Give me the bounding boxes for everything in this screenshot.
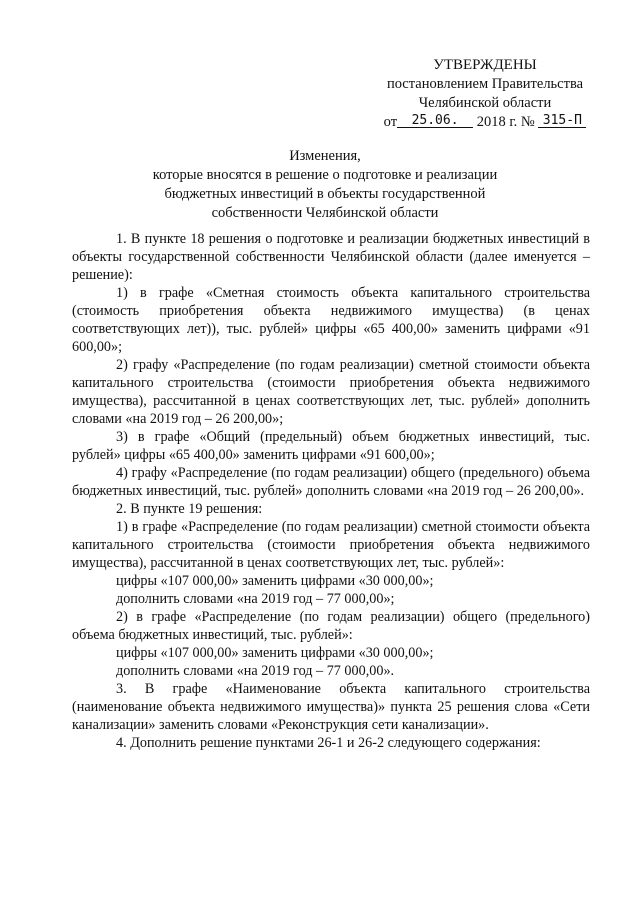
title-line: бюджетных инвестиций в объекты государственной	[164, 186, 486, 202]
handwritten-date: 25.06.	[397, 114, 473, 128]
paragraph: 2. В пункте 19 решения:	[116, 501, 263, 517]
document-title	[60, 147, 590, 223]
handwritten-number: 315-П	[538, 114, 586, 128]
approval-line-1: постановлением Правительства	[386, 76, 584, 92]
document-body	[72, 230, 590, 752]
approval-date-line	[380, 113, 590, 132]
paragraph: 3. В графе «Наименование объекта капитального строительства (наименование объекта недвижимого имущества)» пункта 25 решения слова «Сети канализации» заменить словами «Реконструкция сети канализации».	[72, 681, 590, 733]
paragraph: 1) в графе «Распределение (по годам реализации) сметной стоимости объекта капитального строительства (стоимости приобретения объекта недвижимого имущества), рассчитанной в ценах соответствующих лет, тыс. рублей»:	[72, 519, 590, 571]
title-line: собственности Челябинской области	[211, 205, 439, 221]
paragraph: дополнить словами «на 2019 год – 77 000,00»;	[116, 591, 395, 607]
paragraph: 2) в графе «Распределение (по годам реализации) общего (предельного) объема бюджетных инвестиций, тыс. рублей»:	[72, 609, 590, 643]
paragraph: 1. В пункте 18 решения о подготовке и реализации бюджетных инвестиций в объекты государственной собственности Челябинской области (далее именуется – решение):	[72, 231, 590, 283]
paragraph: цифры «107 000,00» заменить цифрами «30 000,00»;	[116, 645, 434, 661]
date-prefix: от	[383, 114, 398, 130]
paragraph: 4) графу «Распределение (по годам реализации) общего (предельного) объема бюджетных инвестиций, тыс. рублей» дополнить словами «на 2019 год – 26 200,00».	[72, 465, 590, 499]
paragraph: 2) графу «Распределение (по годам реализации) сметной стоимости объекта капитального строительства (стоимости приобретения объекта недвижимого имущества), рассчитанной в ценах соответствующих лет, тыс. рублей» дополнить словами «на 2019 год – 26 200,00»;	[72, 357, 590, 427]
paragraph: 4. Дополнить решение пунктами 26-1 и 26-2 следующего содержания:	[116, 735, 541, 751]
approval-line-2: Челябинской области	[418, 95, 552, 111]
paragraph: 1) в графе «Сметная стоимость объекта капитального строительства (стоимость приобретения объекта недвижимого имущества) (в ценах соответствующих лет)), тыс. рублей» цифры «65 400,00» заменить цифрами «91 600,00»;	[72, 285, 590, 355]
title-line: которые вносятся в решение о подготовке и реализации	[152, 167, 498, 183]
paragraph: цифры «107 000,00» заменить цифрами «30 000,00»;	[116, 573, 434, 589]
title-line: Изменения,	[289, 148, 361, 164]
paragraph: дополнить словами «на 2019 год – 77 000,00».	[116, 663, 395, 679]
year-text: 2018 г. №	[476, 114, 535, 130]
approval-stamp	[380, 56, 590, 132]
approval-heading: УТВЕРЖДЕНЫ	[433, 57, 537, 73]
paragraph: 3) в графе «Общий (предельный) объем бюджетных инвестиций, тыс. рублей» цифры «65 400,00» заменить цифрами «91 600,00»;	[72, 429, 590, 463]
